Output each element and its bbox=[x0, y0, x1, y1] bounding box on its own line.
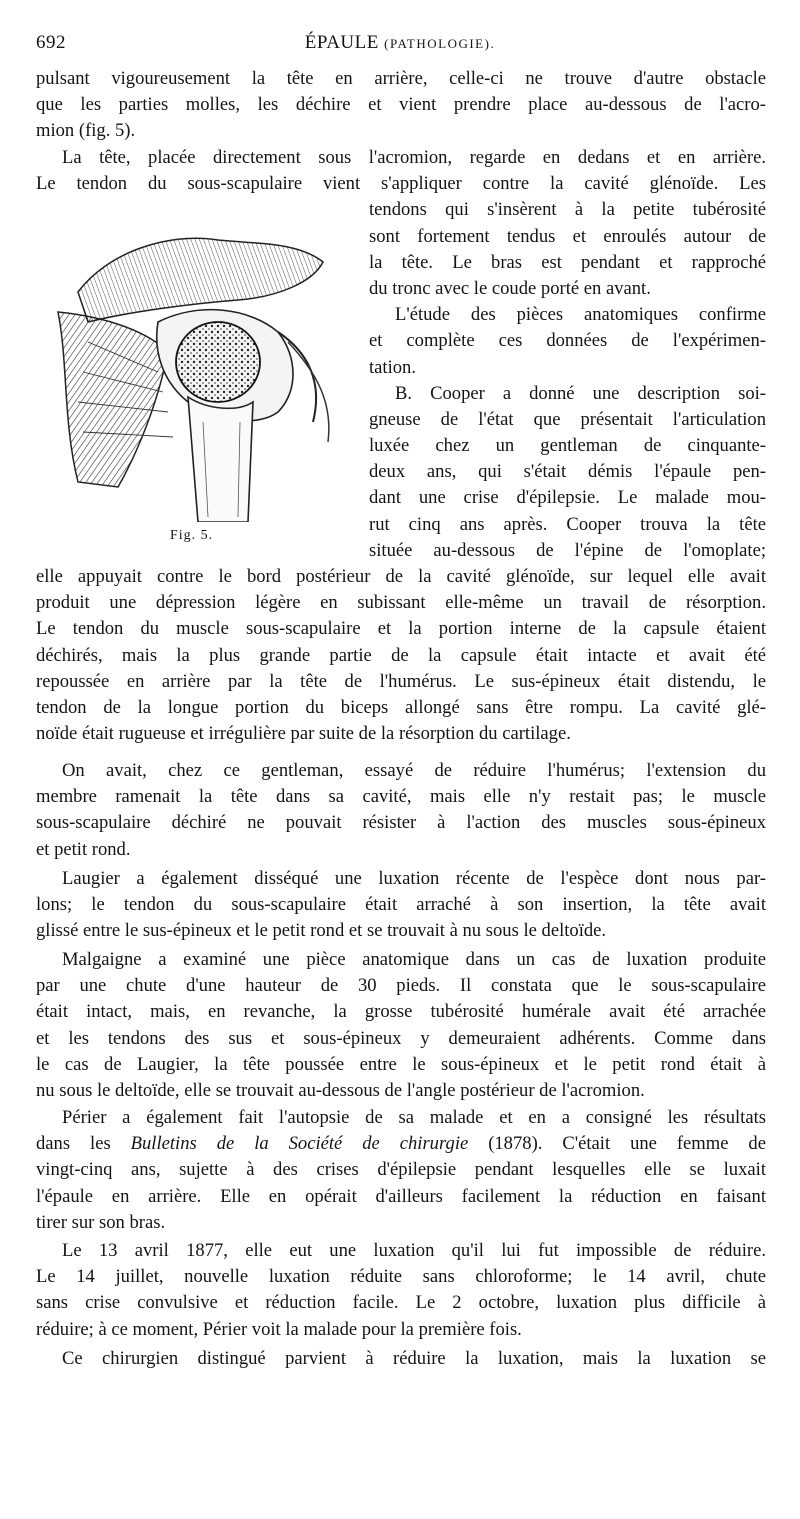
text-line: tation. bbox=[369, 356, 416, 378]
text-line: repoussée en arrière par la tête de l'humérus. Le sus-épineux était distendu, le bbox=[36, 670, 766, 692]
running-title-main: ÉPAULE bbox=[304, 32, 379, 53]
paragraph-8 bbox=[36, 1105, 766, 1236]
paragraph-1 bbox=[36, 66, 766, 145]
text-line: tirer sur son bras. bbox=[36, 1211, 166, 1233]
text-line: Ce chirurgien distingué parvient à réduire la luxation, mais la luxation se bbox=[62, 1348, 766, 1369]
text-line: Le tendon du sous-scapulaire vient s'appliquer contre la cavité glénoïde. Les bbox=[36, 173, 766, 195]
text-line: noïde était rugueuse et irrégulière par suite de la résorption du cartilage. bbox=[36, 723, 571, 745]
text-line: gneuse de l'état que présentait l'articulation bbox=[369, 408, 766, 430]
text-line: par une chute d'une hauteur de 30 pieds. Il constata que le sous-scapulaire bbox=[36, 975, 766, 997]
text-line: glissé entre le sus-épineux et le petit rond et se trouvait à nu sous le deltoïde. bbox=[36, 920, 607, 942]
text-line: l'épaule en arrière. Elle en opérait d'ailleurs facilement la réduction en faisant bbox=[36, 1185, 766, 1207]
text-line: située au-dessous de l'épine de l'omoplate; bbox=[369, 539, 766, 561]
text-line: et petit rond. bbox=[36, 838, 131, 860]
paragraph-9 bbox=[36, 1238, 766, 1343]
text-line: L'étude des pièces anatomiques confirme bbox=[395, 304, 766, 326]
page-header bbox=[36, 32, 764, 56]
text-line: Le 14 juillet, nouvelle luxation réduite sans chloroforme; le 14 avril, chute bbox=[36, 1266, 766, 1288]
text-line: et les tendons des sus et sous-épineux y demeuraient adhérents. Comme dans bbox=[36, 1027, 766, 1049]
text-line: tendon de la longue portion du biceps allongé sans être rompu. La cavité glé- bbox=[36, 696, 766, 718]
paragraph-6 bbox=[36, 866, 766, 945]
page-number: 692 bbox=[36, 32, 66, 53]
text-line: était intact, mais, en revanche, la grosse tubérosité humérale avait été arrachée bbox=[36, 1001, 766, 1023]
text-line: déchirés, mais la plus grande partie de la capsule était intacte et avait été bbox=[36, 644, 766, 666]
text-line: mion (fig. 5). bbox=[36, 120, 136, 142]
text-line: Laugier a également disséqué une luxation récente de l'espèce dont nous par- bbox=[62, 868, 766, 889]
paragraph-2 bbox=[36, 145, 766, 747]
text-line: que les parties molles, les déchire et vient prendre place au-dessous de l'acro- bbox=[36, 94, 766, 116]
text-line: dant une crise d'épilepsie. Le malade mou- bbox=[369, 487, 766, 509]
text-line: rut cinq ans après. Cooper trouva la tête bbox=[369, 513, 766, 535]
text-line: La tête, placée directement sous l'acromion, regarde en dedans et en arrière. bbox=[62, 147, 766, 168]
journal-title: Bulletins de la Société de chirurgie bbox=[130, 1133, 469, 1155]
text-line: membre ramenait la tête dans sa cavité, mais elle n'y restait pas; le muscle bbox=[36, 786, 766, 808]
text-line: et complète ces données de l'expérimen- bbox=[369, 330, 766, 352]
text-line: luxée chez un gentleman de cinquante- bbox=[369, 435, 766, 457]
text-line: le cas de Laugier, la tête poussée entre le sous-épineux et le petit rond était à bbox=[36, 1053, 766, 1075]
text-line: sont fortement tendus et enroulés autour de bbox=[369, 225, 766, 247]
text-line: deux ans, qui s'était démis l'épaule pen- bbox=[369, 461, 766, 483]
text-line: Malgaigne a examiné une pièce anatomique dans un cas de luxation produite bbox=[62, 949, 766, 970]
figure-caption: Fig. 5. bbox=[170, 528, 214, 543]
text-segment: dans les bbox=[36, 1133, 131, 1155]
text-line bbox=[36, 1131, 766, 1157]
text-segment: (1878). C'était une femme de bbox=[468, 1133, 766, 1155]
paragraph-10 bbox=[36, 1346, 766, 1372]
paragraph-7 bbox=[36, 947, 766, 1104]
text-line: elle appuyait contre le bord postérieur de la cavité glénoïde, sur lequel elle avait bbox=[36, 566, 766, 587]
text-line: tendons qui s'insèrent à la petite tubérosité bbox=[369, 199, 766, 221]
text-line: Le tendon du muscle sous-scapulaire et la portion interne de la capsule étaient bbox=[36, 618, 766, 640]
text-line: Le 13 avril 1877, elle eut une luxation qu'il lui fut impossible de réduire. bbox=[62, 1240, 766, 1261]
text-line: B. Cooper a donné une description soi- bbox=[395, 382, 766, 404]
running-title bbox=[36, 32, 764, 54]
text-line: du tronc avec le coude porté en avant. bbox=[369, 277, 651, 299]
paragraph-5 bbox=[36, 758, 766, 863]
text-line: On avait, chez ce gentleman, essayé de réduire l'humérus; l'extension du bbox=[62, 760, 766, 781]
text-line: la tête. Le bras est pendant et rapproché bbox=[369, 251, 766, 273]
text-line: pulsant vigoureusement la tête en arrière, celle-ci ne trouve d'autre obstacle bbox=[36, 68, 766, 89]
text-line: lons; le tendon du sous-scapulaire était arraché à son insertion, la tête avait bbox=[36, 894, 766, 916]
text-line: sous-scapulaire déchiré ne pouvait résister à l'action des muscles sous-épineux bbox=[36, 812, 766, 834]
text-line: réduire; à ce moment, Périer voit la malade pour la première fois. bbox=[36, 1318, 522, 1340]
text-line: Périer a également fait l'autopsie de sa malade et en a consigné les résultats bbox=[62, 1107, 766, 1128]
text-line: sans crise convulsive et réduction facile. Le 2 octobre, luxation plus difficile à bbox=[36, 1292, 766, 1314]
text-line: nu sous le deltoïde, elle se trouvait au-dessous de l'angle postérieur de l'acromion. bbox=[36, 1079, 645, 1101]
text-line: produit une dépression légère en subissant elle-même un travail de résorption. bbox=[36, 592, 766, 614]
text-line: vingt-cinq ans, sujette à des crises d'épilepsie pendant lesquelles elle se luxait bbox=[36, 1159, 766, 1181]
running-title-sub: (PATHOLOGIE). bbox=[384, 36, 496, 51]
